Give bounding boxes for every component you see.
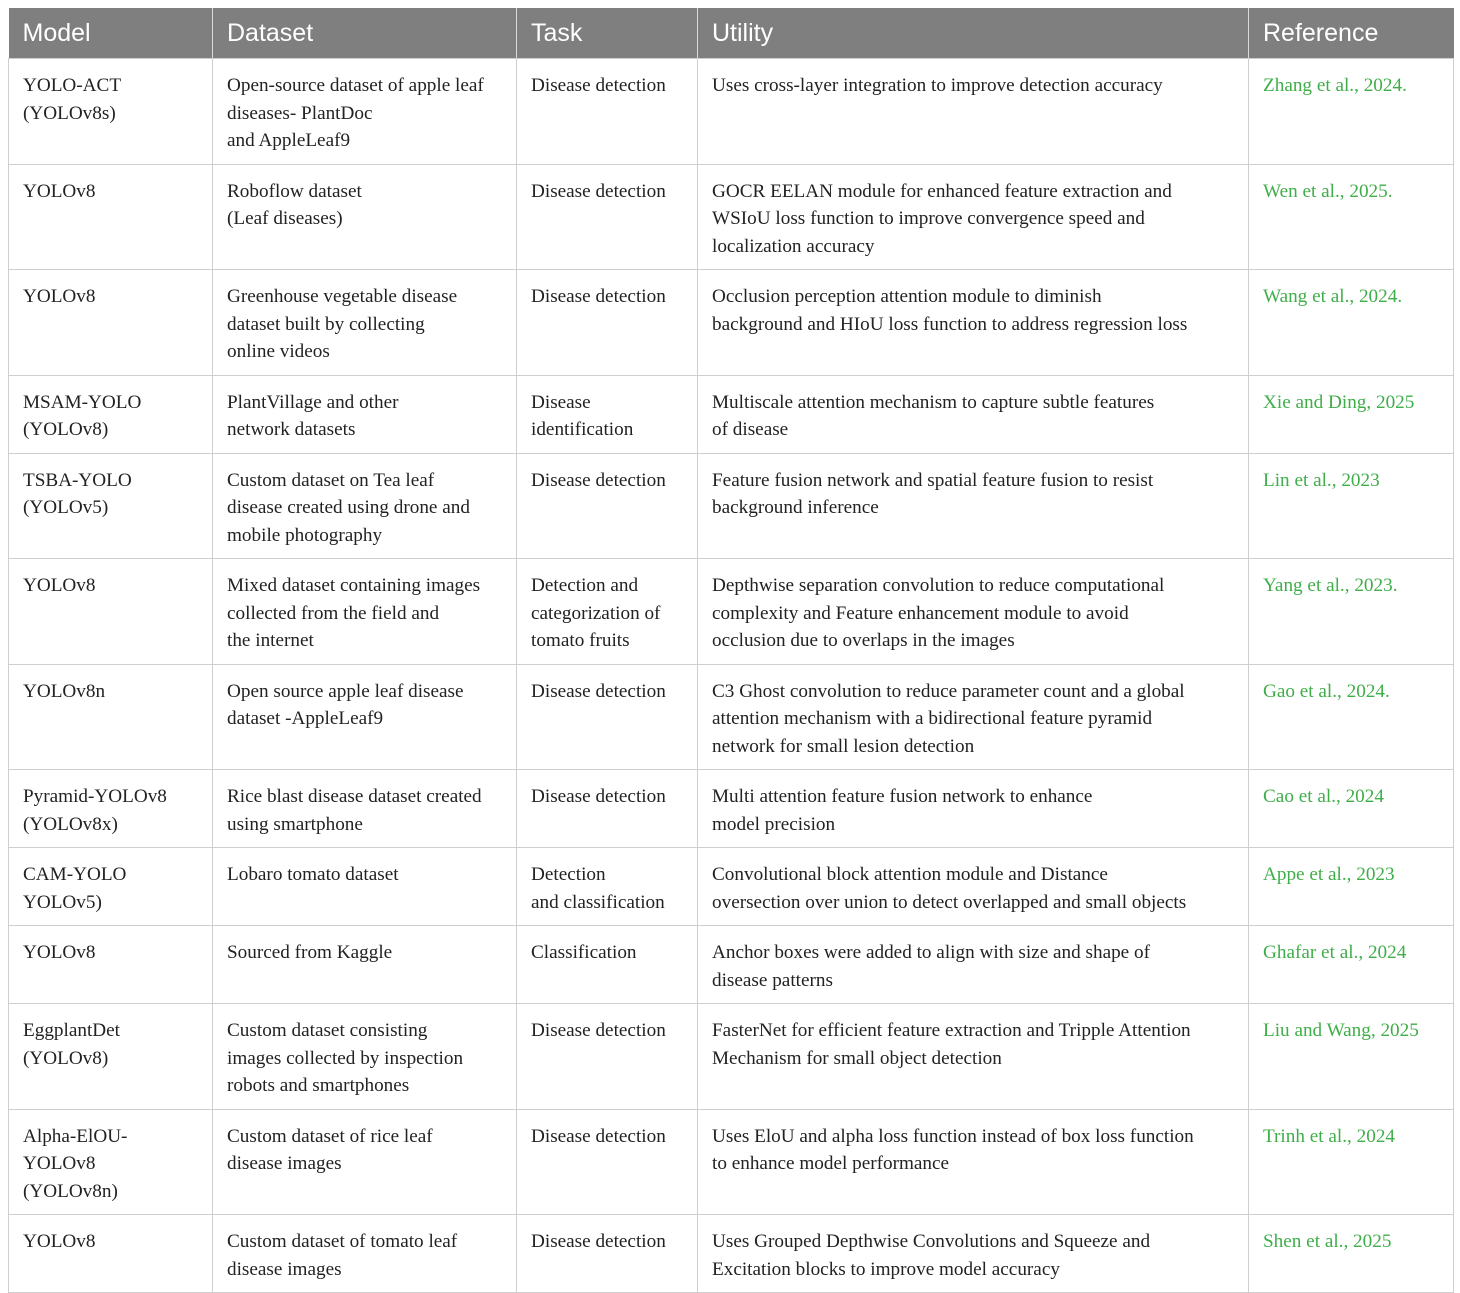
cell-utility — [698, 453, 1249, 559]
cell-dataset — [213, 1004, 517, 1110]
table-header — [9, 8, 1454, 59]
cell-utility-text: Depthwise separation convolution to reduce computational complexity and Feature enhancement module to avoid occlusion due to overlaps in the images — [712, 575, 1165, 651]
cell-task — [517, 770, 698, 848]
cell-model — [9, 1109, 213, 1215]
reference-link[interactable]: Wang et al., 2024. — [1263, 286, 1403, 307]
cell-model — [9, 375, 213, 453]
cell-model — [9, 59, 213, 165]
cell-model — [9, 164, 213, 270]
cell-dataset — [213, 770, 517, 848]
reference-link[interactable]: Cao et al., 2024 — [1263, 786, 1384, 807]
reference-link[interactable]: Lin et al., 2023 — [1263, 469, 1380, 491]
cell-utility — [698, 1109, 1249, 1215]
cell-reference[interactable] — [1249, 1215, 1454, 1293]
cell-reference[interactable] — [1249, 770, 1454, 848]
cell-model — [9, 1215, 213, 1293]
table-row — [9, 664, 1454, 770]
cell-reference[interactable] — [1249, 453, 1454, 559]
yolo-models-table — [8, 8, 1454, 1293]
cell-dataset — [213, 1215, 517, 1293]
cell-model-text: Pyramid-YOLOv8 (YOLOv8x) — [23, 786, 167, 835]
reference-link[interactable]: Zhang et al., 2024. — [1263, 75, 1407, 96]
cell-task-text: Detection and categorization of tomato fruits — [531, 575, 661, 651]
header-utility: Utility — [698, 8, 1249, 59]
cell-reference[interactable] — [1249, 164, 1454, 270]
reference-link[interactable]: Wen et al., 2025. — [1263, 180, 1393, 202]
cell-model-text: YOLOv8 — [23, 180, 96, 202]
cell-utility-text: Uses Grouped Depthwise Convolutions and Squeeze and Excitation blocks to improve model accuracy — [712, 1231, 1151, 1280]
cell-reference[interactable] — [1249, 559, 1454, 665]
cell-model-text: EggplantDet (YOLOv8) — [23, 1020, 120, 1069]
cell-dataset-text: Open source apple leaf disease dataset -AppleLeaf9 — [227, 680, 464, 729]
header-dataset: Dataset — [213, 8, 517, 59]
table-row — [9, 559, 1454, 665]
cell-task — [517, 1215, 698, 1293]
cell-utility — [698, 270, 1249, 376]
cell-task — [517, 848, 698, 926]
table-row — [9, 453, 1454, 559]
cell-model — [9, 559, 213, 665]
cell-task — [517, 559, 698, 665]
cell-utility — [698, 559, 1249, 665]
cell-dataset — [213, 926, 517, 1004]
cell-utility-text: Feature fusion network and spatial feature fusion to resist background inference — [712, 469, 1154, 518]
cell-task-text: Disease detection — [531, 75, 666, 96]
cell-dataset-text: Custom dataset on Tea leaf disease created using drone and mobile photography — [227, 469, 470, 546]
cell-utility — [698, 1215, 1249, 1293]
cell-dataset — [213, 164, 517, 270]
cell-utility-text: Multiscale attention mechanism to capture subtle features of disease — [712, 391, 1155, 440]
header-reference: Reference — [1249, 8, 1454, 59]
cell-model — [9, 848, 213, 926]
cell-utility — [698, 164, 1249, 270]
cell-dataset-text: Rice blast disease dataset created using smartphone — [227, 786, 482, 835]
reference-link[interactable]: Ghafar et al., 2024 — [1263, 942, 1407, 963]
cell-model — [9, 453, 213, 559]
reference-link[interactable]: Gao et al., 2024. — [1263, 680, 1390, 702]
cell-dataset — [213, 375, 517, 453]
cell-reference[interactable] — [1249, 848, 1454, 926]
cell-dataset — [213, 848, 517, 926]
cell-task-text: Disease detection — [531, 469, 666, 491]
cell-utility-text: Uses EloU and alpha loss function instead of box loss function to enhance model performance — [712, 1125, 1194, 1174]
cell-model-text: YOLOv8 — [23, 1231, 96, 1252]
cell-task-text: Classification — [531, 942, 637, 963]
cell-utility — [698, 926, 1249, 1004]
cell-dataset-text: Custom dataset of tomato leaf disease images — [227, 1231, 458, 1280]
cell-dataset — [213, 270, 517, 376]
cell-dataset-text: Lobaro tomato dataset — [227, 864, 399, 885]
table-row — [9, 770, 1454, 848]
cell-utility-text: GOCR EELAN module for enhanced feature extraction and WSIoU loss function to improve convergence speed and localization accuracy — [712, 180, 1172, 257]
cell-task — [517, 270, 698, 376]
cell-utility — [698, 375, 1249, 453]
cell-reference[interactable] — [1249, 1004, 1454, 1110]
cell-task — [517, 926, 698, 1004]
reference-link[interactable]: Trinh et al., 2024 — [1263, 1125, 1396, 1147]
cell-dataset — [213, 1109, 517, 1215]
cell-dataset-text: Mixed dataset containing images collected from the field and the internet — [227, 575, 481, 651]
cell-task-text: Disease detection — [531, 1231, 666, 1252]
table-row — [9, 59, 1454, 165]
cell-dataset-text: Greenhouse vegetable disease dataset built by collecting online videos — [227, 286, 458, 362]
table-row — [9, 848, 1454, 926]
cell-dataset — [213, 59, 517, 165]
table-row — [9, 164, 1454, 270]
cell-reference[interactable] — [1249, 664, 1454, 770]
cell-dataset-text: Custom dataset of rice leaf disease images — [227, 1125, 433, 1174]
cell-task — [517, 375, 698, 453]
cell-model-text: TSBA-YOLO (YOLOv5) — [23, 469, 132, 518]
cell-model-text: MSAM-YOLO (YOLOv8) — [23, 391, 142, 440]
cell-utility-text: Anchor boxes were added to align with size and shape of disease patterns — [712, 942, 1150, 991]
cell-task — [517, 1004, 698, 1110]
cell-task-text: Disease detection — [531, 1020, 666, 1041]
table-row — [9, 1004, 1454, 1110]
cell-dataset — [213, 559, 517, 665]
table-row — [9, 375, 1454, 453]
cell-task-text: Detection and classification — [531, 864, 665, 913]
reference-link[interactable]: Liu and Wang, 2025 — [1263, 1020, 1419, 1041]
header-model: Model — [9, 8, 213, 59]
cell-dataset — [213, 453, 517, 559]
cell-utility — [698, 1004, 1249, 1110]
cell-model — [9, 664, 213, 770]
cell-model — [9, 770, 213, 848]
cell-reference[interactable] — [1249, 270, 1454, 376]
cell-dataset-text: Open-source dataset of apple leaf diseases- PlantDoc and AppleLeaf9 — [227, 75, 484, 151]
cell-task — [517, 664, 698, 770]
reference-link[interactable]: Appe et al., 2023 — [1263, 864, 1395, 885]
cell-utility-text: Convolutional block attention module and Distance oversection over union to detect overlapped and small objects — [712, 864, 1187, 913]
table-container — [8, 8, 1453, 1293]
cell-reference[interactable] — [1249, 375, 1454, 453]
cell-utility — [698, 848, 1249, 926]
cell-model-text: YOLOv8 — [23, 286, 96, 307]
cell-dataset-text: Custom dataset consisting images collected by inspection robots and smartphones — [227, 1020, 464, 1096]
reference-link[interactable]: Shen et al., 2025 — [1263, 1231, 1392, 1252]
cell-utility-text: Occlusion perception attention module to diminish background and HIoU loss function to address regression loss — [712, 286, 1188, 335]
table-row — [9, 926, 1454, 1004]
cell-task-text: Disease detection — [531, 286, 666, 307]
cell-utility — [698, 664, 1249, 770]
cell-reference[interactable] — [1249, 59, 1454, 165]
cell-task-text: Disease identification — [531, 391, 634, 440]
table-row — [9, 270, 1454, 376]
cell-utility-text: FasterNet for efficient feature extraction and Tripple Attention Mechanism for small object detection — [712, 1020, 1191, 1069]
header-row — [9, 8, 1454, 59]
cell-task-text: Disease detection — [531, 680, 666, 702]
cell-model-text: YOLOv8n — [23, 680, 106, 702]
table-body — [9, 59, 1454, 1293]
cell-dataset — [213, 664, 517, 770]
cell-utility-text: Uses cross-layer integration to improve detection accuracy — [712, 75, 1163, 96]
cell-task-text: Disease detection — [531, 786, 666, 807]
cell-model-text: CAM-YOLO YOLOv5) — [23, 864, 127, 913]
table-row — [9, 1215, 1454, 1293]
cell-dataset-text: PlantVillage and other network datasets — [227, 391, 399, 440]
cell-dataset-text: Roboflow dataset (Leaf diseases) — [227, 180, 362, 229]
cell-model — [9, 270, 213, 376]
cell-model-text: YOLO-ACT (YOLOv8s) — [23, 75, 122, 124]
cell-utility — [698, 770, 1249, 848]
cell-reference[interactable] — [1249, 1109, 1454, 1215]
cell-task — [517, 59, 698, 165]
reference-link[interactable]: Xie and Ding, 2025 — [1263, 391, 1415, 413]
cell-dataset-text: Sourced from Kaggle — [227, 942, 393, 963]
cell-model-text: YOLOv8 — [23, 942, 96, 963]
cell-reference[interactable] — [1249, 926, 1454, 1004]
cell-task — [517, 164, 698, 270]
cell-model — [9, 926, 213, 1004]
reference-link[interactable]: Yang et al., 2023. — [1263, 575, 1398, 596]
cell-task — [517, 453, 698, 559]
cell-model-text: YOLOv8 — [23, 575, 96, 596]
table-row — [9, 1109, 1454, 1215]
cell-model — [9, 1004, 213, 1110]
cell-utility — [698, 59, 1249, 165]
cell-task — [517, 1109, 698, 1215]
cell-model-text: Alpha-ElOU- YOLOv8 (YOLOv8n) — [23, 1125, 128, 1202]
cell-utility-text: C3 Ghost convolution to reduce parameter count and a global attention mechanism with a bidirectional feature pyramid network for small lesion detection — [712, 680, 1185, 757]
cell-task-text: Disease detection — [531, 180, 666, 202]
cell-task-text: Disease detection — [531, 1125, 666, 1147]
header-task: Task — [517, 8, 698, 59]
cell-utility-text: Multi attention feature fusion network to enhance model precision — [712, 786, 1093, 835]
